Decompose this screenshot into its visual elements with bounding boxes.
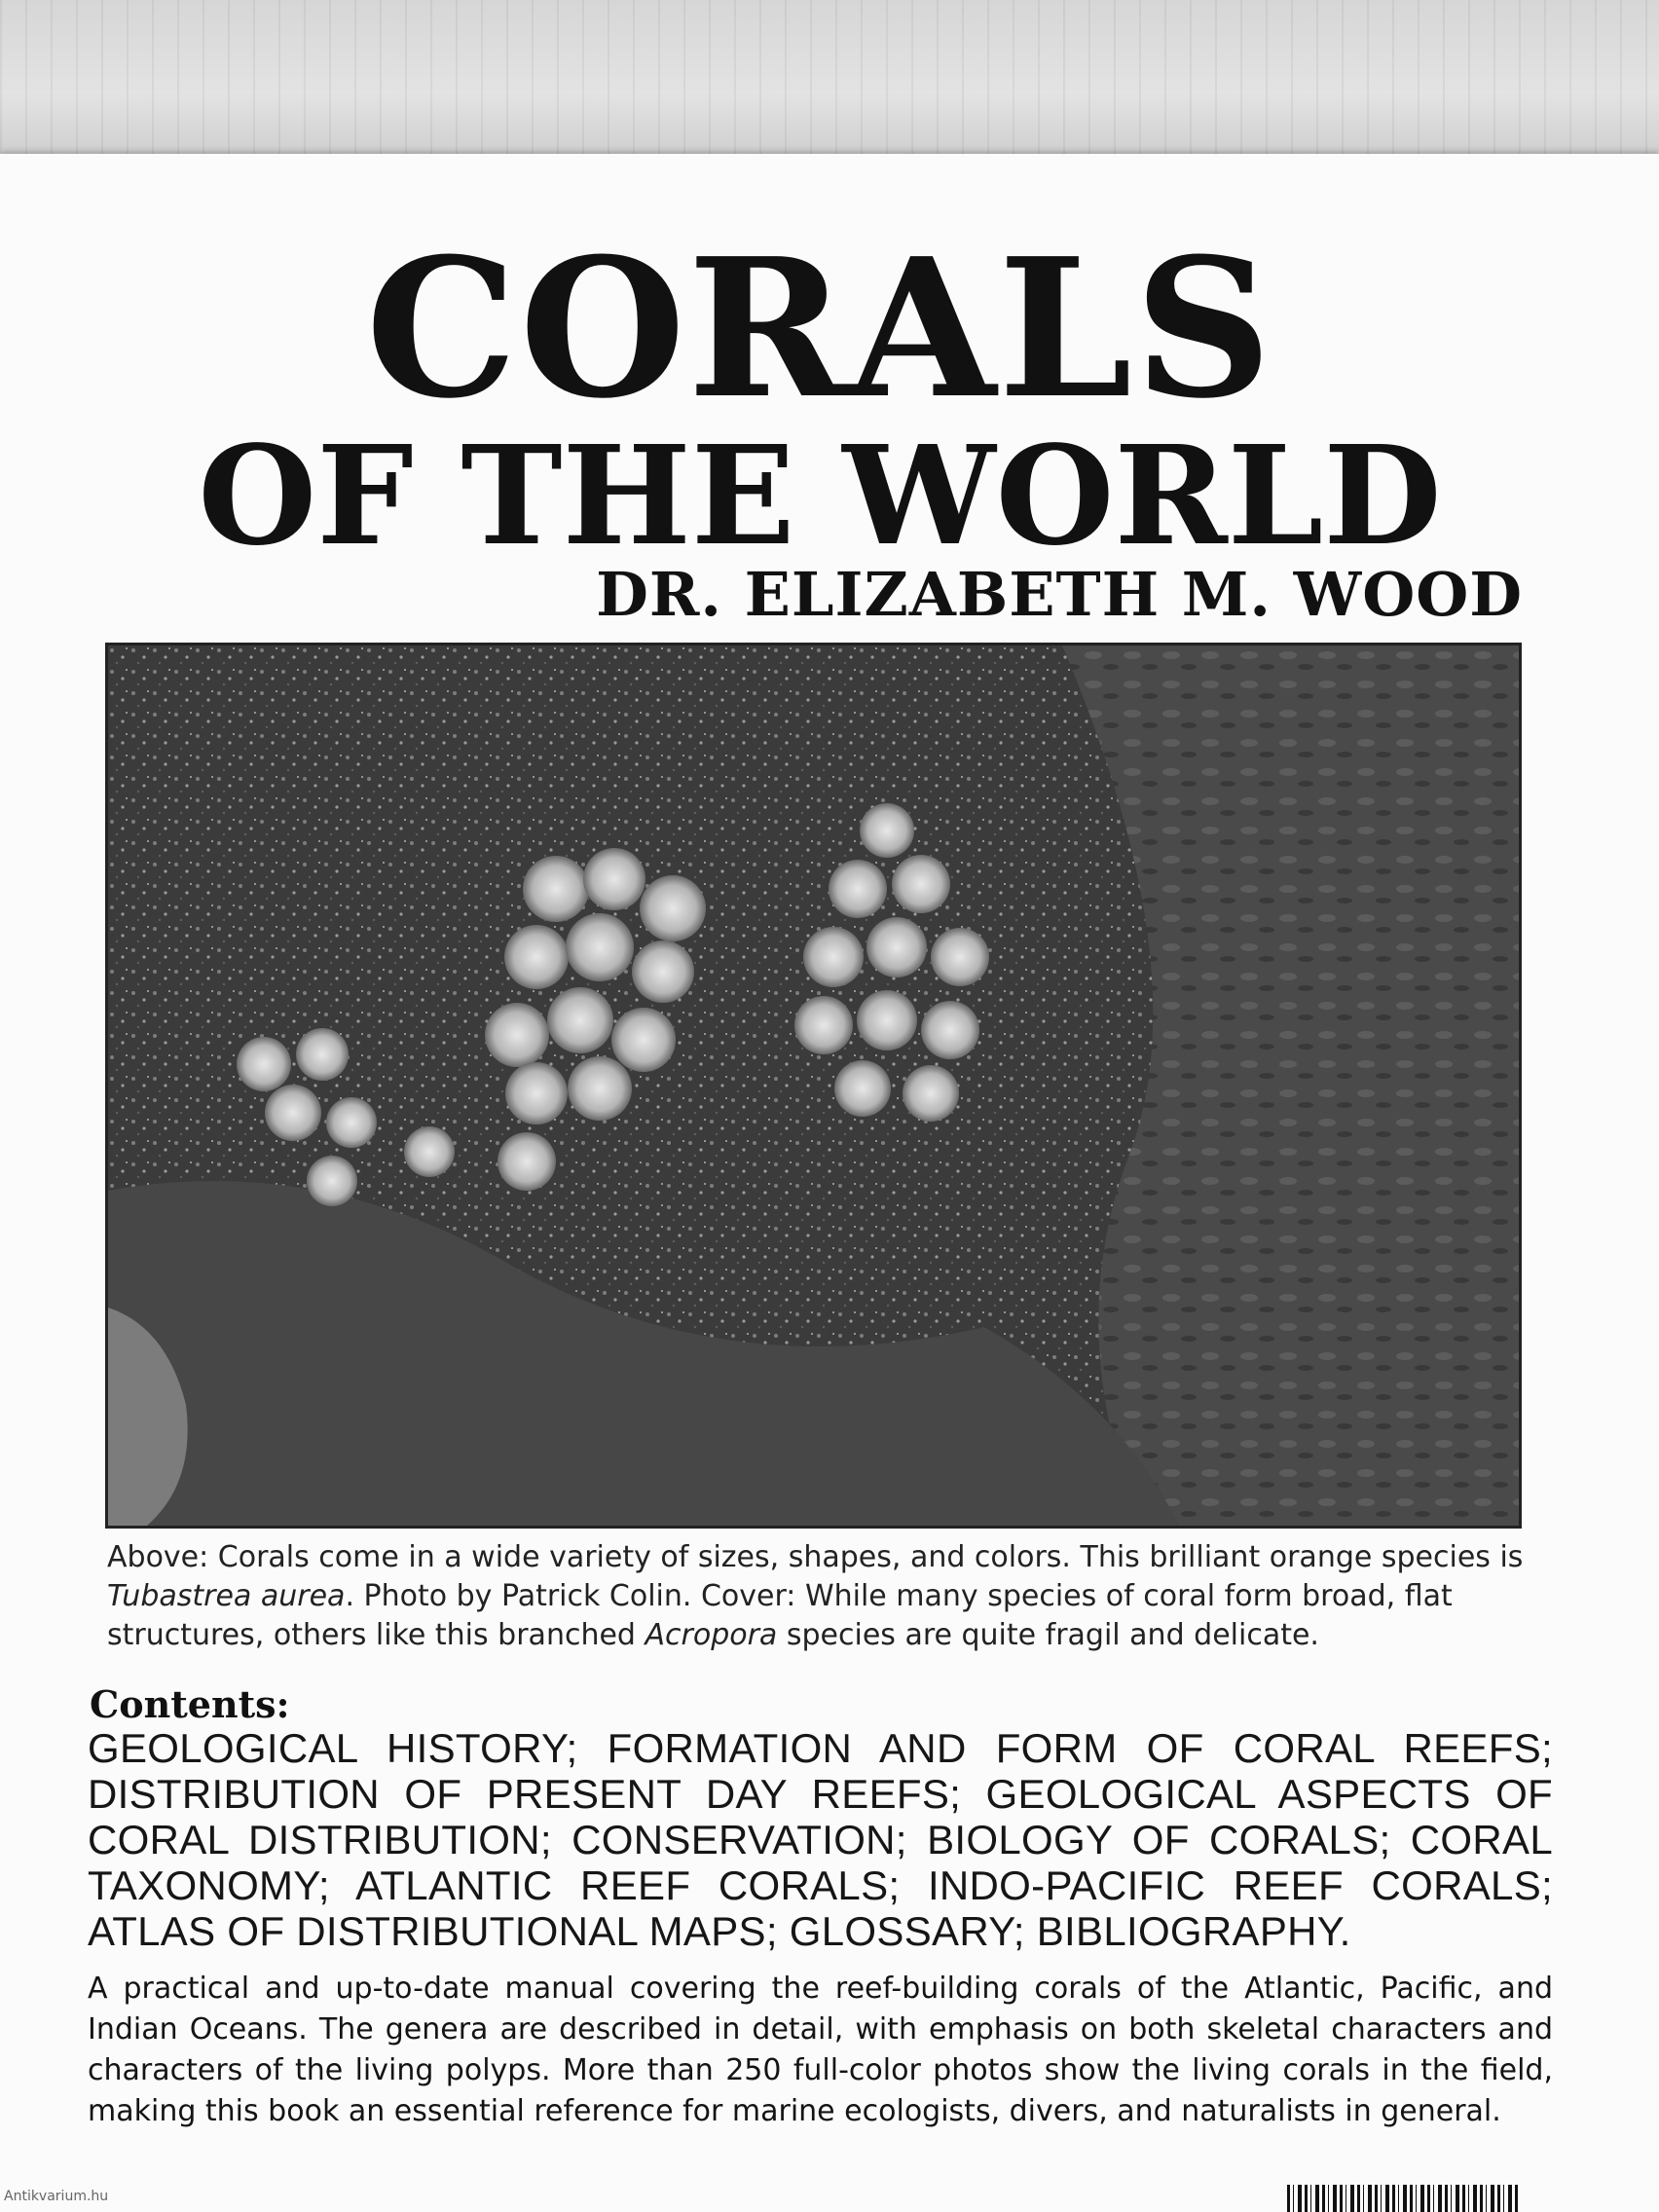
contents-list: GEOLOGICAL HISTORY; FORMATION AND FORM OF CORAL REEFS; DISTRIBUTION OF PRESENT DAY REEFS; GEOLOGICAL ASPECTS OF CORAL DISTRIBUTION; CONSERVATION; BIOLOGY OF CORALS; CORAL TAXONOMY; ATLANTIC REEF CORALS; INDO-PACIFIC REEF CORALS; ATLAS OF DISTRIBUTIONAL MAPS; GLOSSARY; BIBLIOGRAPHY. — [88, 1725, 1553, 1954]
book-description: A practical and up-to-date manual covering the reef-building corals of the Atlantic, Pacific, and Indian Oceans. The genera are described in detail, with emphasis on both skeletal characters and characters of the living polyps. More than 250 full-color photos show the living corals in the field, making this book an essential reference for marine ecologists, divers, and naturalists in general. — [88, 1972, 1553, 2128]
caption-text-2: . Photo by Patrick Colin. Cover: While many species of coral form broad, flat structures, others like this branched — [107, 1579, 1453, 1652]
caption-species-2: Acropora — [645, 1618, 778, 1652]
background-surface — [0, 0, 1659, 156]
coral-photo — [105, 643, 1522, 1529]
book-author: DR. ELIZABETH M. WOOD — [596, 559, 1523, 630]
contents-heading: Contents: — [90, 1682, 290, 1726]
book-title: CORALS — [365, 217, 1274, 441]
barcode — [1287, 2185, 1521, 2212]
caption-text-1: Above: Corals come in a wide variety of sizes, shapes, and colors. This brilliant orange species is — [107, 1540, 1524, 1574]
caption-species-1: Tubastrea aurea — [107, 1579, 346, 1613]
book-subtitle: OF THE WORLD — [198, 417, 1442, 576]
caption-text-3: species are quite fragil and delicate. — [777, 1618, 1319, 1652]
photo-caption — [107, 1538, 1529, 1655]
watermark: Antikvarium.hu — [4, 2189, 109, 2204]
